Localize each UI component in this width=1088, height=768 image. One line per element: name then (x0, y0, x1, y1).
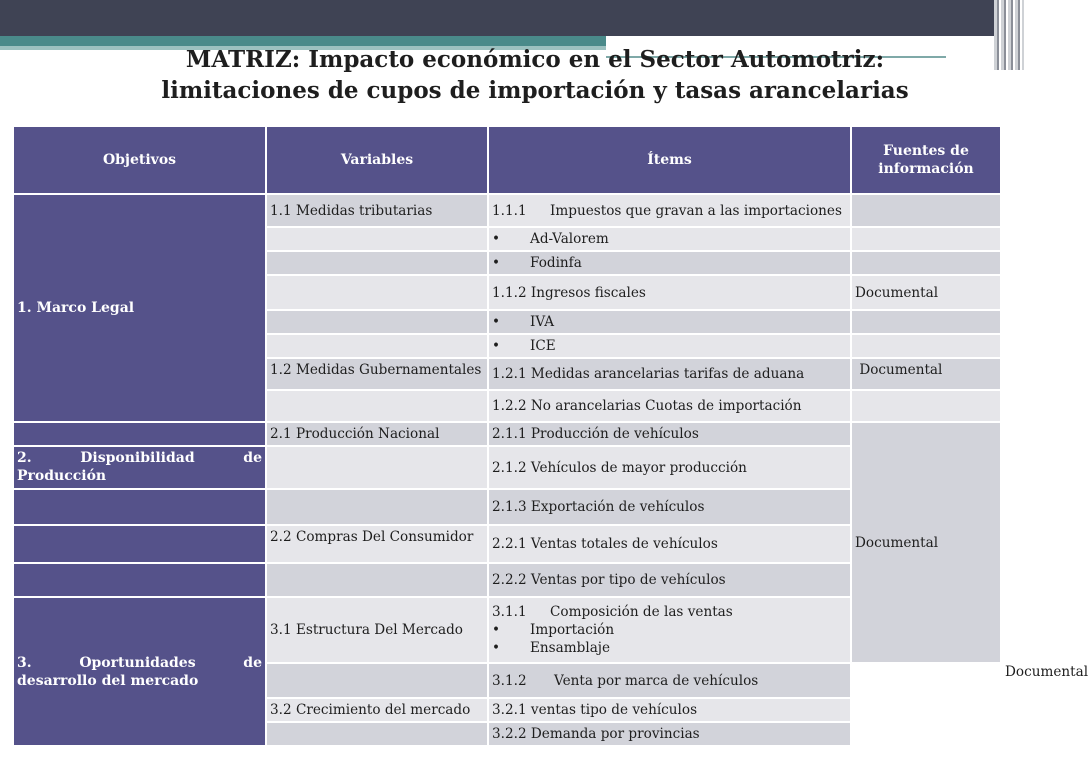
item-cell: 2.2.1 Ventas totales de vehículos (488, 525, 851, 563)
bullet-item: • Importación (492, 622, 614, 638)
title-line-2: limitaciones de cupos de importación y tasas arancelarias (161, 77, 909, 104)
source-cell (851, 227, 1001, 251)
header-row (13, 126, 1001, 194)
variable-cell (266, 227, 488, 251)
table-row (13, 194, 1001, 227)
item-cell: 2.2.2 Ventas por tipo de vehículos (488, 563, 851, 597)
header-band (0, 0, 1024, 36)
objective-3-line: desarrollo del mercado (17, 672, 199, 689)
item-text: Composición de las ventas (550, 604, 733, 620)
variable-cell: 3.2 Crecimiento del mercado (266, 698, 488, 722)
item-line (492, 603, 847, 621)
variable-cell (266, 334, 488, 358)
matrix-table (12, 125, 1088, 747)
item-number: 3.1.2 (492, 672, 527, 689)
item-cell: 2.1.1 Producción de vehículos (488, 422, 851, 446)
source-cell (851, 194, 1001, 227)
objective-2-part: Disponibilidad (80, 450, 195, 466)
objective-2-line: Producción (17, 468, 107, 484)
source-cell (851, 334, 1001, 358)
objective-cell (13, 489, 266, 525)
bullet-item: • IVA (492, 314, 554, 330)
item-number: 1.1.1 (492, 202, 527, 219)
bullet-item: • ICE (492, 338, 556, 354)
item-text: Impuestos que gravan a las importaciones (550, 202, 842, 219)
item-cell: 1.1.2 Ingresos fiscales (488, 275, 851, 310)
item-cell (488, 251, 851, 275)
header-variables: Variables (266, 126, 488, 194)
item-cell: 1.2.1 Medidas arancelarias tarifas de aduana (488, 358, 851, 390)
source-cell: Documental (851, 275, 1001, 310)
objective-disponibilidad (13, 446, 266, 489)
item-cell: 2.1.3 Exportación de vehículos (488, 489, 851, 525)
corner-stripes (994, 0, 1024, 70)
variable-cell (266, 251, 488, 275)
objective-cell (13, 422, 266, 446)
page-title (100, 44, 970, 106)
item-cell (488, 310, 851, 334)
item-cell (488, 597, 851, 663)
item-cell (488, 194, 851, 227)
objective-3-part: Oportunidades (79, 654, 196, 671)
objective-2-part: de (243, 450, 262, 466)
objective-3-line (17, 654, 262, 672)
variable-cell (266, 563, 488, 597)
table-row (13, 422, 1001, 446)
item-line (492, 639, 847, 657)
objective-2-line (17, 449, 262, 467)
objective-oportunidades (13, 597, 266, 746)
table-row: 3. Oportunidades de desarrollo del mercado 3.1 Estructura Del Mercado 3.1.1 Composición de las ventas • Importación • Ensamblaje Documental (13, 597, 1001, 663)
objective-cell (13, 525, 266, 563)
variable-cell (266, 722, 488, 746)
header-items: Ítems (488, 126, 851, 194)
objective-3-part: 3. (17, 654, 32, 671)
variable-cell (266, 489, 488, 525)
source-cell: Documental (851, 358, 1001, 390)
item-cell (488, 334, 851, 358)
variable-cell (266, 275, 488, 310)
source-cell: Documental (851, 422, 1001, 663)
objective-3-part: de (243, 654, 262, 671)
variable-cell: 2.1 Producción Nacional (266, 422, 488, 446)
objective-marco-legal: 1. Marco Legal (13, 194, 266, 422)
variable-cell: 2.2 Compras Del Consumidor (266, 525, 488, 563)
variable-cell (266, 446, 488, 489)
bullet-item: • Ad-Valorem (492, 231, 609, 247)
source-cell (851, 390, 1001, 422)
item-cell: 2.1.2 Vehículos de mayor producción (488, 446, 851, 489)
bullet-item: • Fodinfa (492, 255, 582, 271)
objective-2-part: 2. (17, 450, 32, 466)
item-cell: 1.2.2 No arancelarias Cuotas de importación (488, 390, 851, 422)
item-cell: 3.2.1 ventas tipo de vehículos (488, 698, 851, 722)
item-number: 3.1.1 (492, 604, 527, 620)
variable-cell (266, 390, 488, 422)
variable-cell (266, 310, 488, 334)
source-cell (851, 310, 1001, 334)
item-line (492, 621, 847, 639)
item-cell: 3.2.2 Demanda por provincias (488, 722, 851, 746)
variable-cell: 3.1 Estructura Del Mercado (266, 597, 488, 663)
source-cell (851, 251, 1001, 275)
header-objetivos: Objetivos (13, 126, 266, 194)
bullet-item: • Ensamblaje (492, 640, 610, 656)
objective-cell (13, 563, 266, 597)
title-line-1: MATRIZ: Impacto económico en el Sector Automotriz: (185, 46, 885, 73)
variable-cell: 1.1 Medidas tributarias (266, 194, 488, 227)
variable-cell: 1.2 Medidas Gubernamentales (266, 358, 488, 390)
variable-cell (266, 663, 488, 698)
item-cell (488, 227, 851, 251)
item-cell (488, 663, 851, 698)
item-text: Venta por marca de vehículos (554, 672, 759, 689)
header-fuentes: Fuentes de información (851, 126, 1001, 194)
